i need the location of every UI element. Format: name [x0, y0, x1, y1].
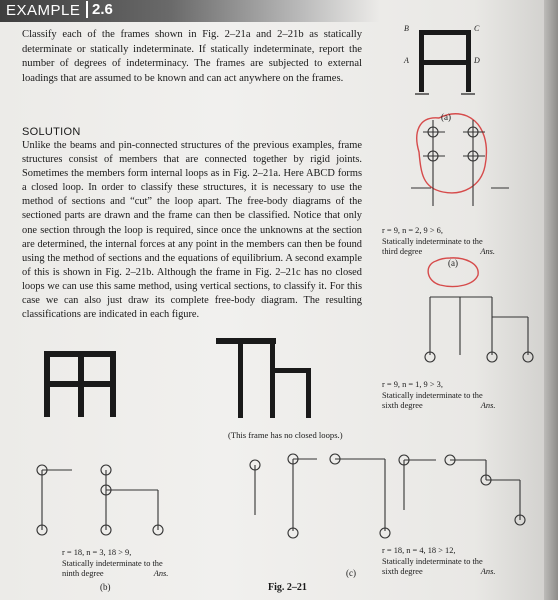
figure-title: Fig. 2–21	[268, 582, 307, 593]
upper-right-result-line1: r = 9, n = 1, 9 > 3,	[382, 380, 443, 389]
figure-d-fbd	[390, 440, 540, 540]
figure-b-result-line2: Statically indeterminate to the	[62, 558, 163, 568]
solution-heading: SOLUTION	[22, 126, 81, 138]
example-header	[0, 0, 380, 22]
column-3	[306, 368, 311, 418]
upper-right-caption	[382, 380, 495, 412]
beam-mid	[44, 381, 116, 387]
figure-b-result-line3-row	[62, 569, 168, 580]
upper-right-result-line3-row	[382, 401, 495, 412]
figure-c-caption	[382, 546, 495, 578]
upper-right-frame	[400, 255, 540, 375]
figure-c-result-line2: Statically indeterminate to the	[382, 556, 483, 566]
figure-b-result-line3: ninth degree	[62, 569, 104, 578]
point-a-label: A	[404, 56, 409, 65]
red-annotation-circle	[417, 114, 487, 193]
figure-c-frame	[208, 330, 328, 430]
beam-top	[216, 338, 276, 344]
figure-a-caption	[382, 226, 495, 258]
beam-right	[270, 368, 310, 373]
example-label: EXAMPLE	[6, 2, 81, 19]
figure-a-fbd	[405, 110, 515, 220]
figure-b-frame	[40, 345, 130, 425]
problem-statement: Classify each of the frames shown in Fig. 2–21a and 2–21b as statically determinate or statically indeterminate. If statically indeterminate, report the number of degrees of indeterminacy. The frames are subjected to external loadings that are assumed to be known and can act anywhere on the frames.	[22, 29, 362, 84]
figure-b-label: (b)	[100, 582, 111, 592]
figure-b-caption	[62, 548, 168, 580]
upper-right-ans: Ans.	[480, 401, 496, 410]
figure-a-result-line2: Statically indeterminate to the	[382, 236, 483, 246]
point-b-label: B	[404, 24, 409, 33]
point-d-label: D	[474, 56, 480, 65]
column-1	[238, 338, 243, 418]
page-spine	[544, 0, 558, 600]
figure-a-label-top: (a)	[441, 112, 451, 122]
example-number: 2.6	[86, 1, 117, 18]
figure-b-fbd	[28, 450, 188, 550]
figure-b-ans: Ans.	[153, 569, 169, 578]
solution-text: Unlike the beams and pin-connected structures of the previous examples, frame structures consist of members that are connected together by rigid joints. Sometimes the members form internal loops as in Fig. 2–21a. Here ABCD forms a closed loop. In order to classify these structures, it is necessary to use the method of sections and “cut” the loop apart. The free-body diagrams of the sectioned parts are drawn and the frame can then be classified. Notice that only one section through the loop is required, since once the unknowns at the section are determined, the internal forces at any point in the members can then be found using the method of sections and the equations of equilibrium. A second example of this is shown in Fig. 2–21b. Although the frame in Fig. 2–21c has no closed loops we can use this same method, using vertical sections, to classify it. For this case we can also just draw its complete free-body diagram. The resulting classifications are indicated in each figure.	[22, 140, 362, 321]
figure-c-result-line1: r = 18, n = 4, 18 > 12,	[382, 546, 456, 555]
figure-c-fbd	[225, 445, 405, 555]
figure-a-result-line3: third degree	[382, 247, 423, 256]
figure-a-ans: Ans.	[480, 247, 495, 256]
upper-right-result-line2: Statically indeterminate to the	[382, 390, 483, 400]
figure-a-frame	[415, 22, 495, 102]
point-c-label: C	[474, 24, 480, 33]
figure-a-result-line1: r = 9, n = 2, 9 > 6,	[382, 226, 443, 235]
middle-note: (This frame has no closed loops.)	[228, 430, 343, 440]
figure-c-result-line3-row	[382, 567, 495, 578]
figure-c-result-line3: sixth degree	[382, 567, 423, 576]
upper-right-result-line3: sixth degree	[382, 401, 423, 410]
beam-top	[419, 30, 471, 35]
column-2	[270, 338, 275, 418]
figure-b-result-line1: r = 18, n = 3, 18 > 9,	[62, 548, 132, 557]
upper-right-label: (a)	[448, 258, 458, 268]
figure-c-label: (c)	[346, 568, 356, 578]
figure-c-ans: Ans.	[480, 567, 496, 576]
beam-mid	[419, 60, 471, 65]
